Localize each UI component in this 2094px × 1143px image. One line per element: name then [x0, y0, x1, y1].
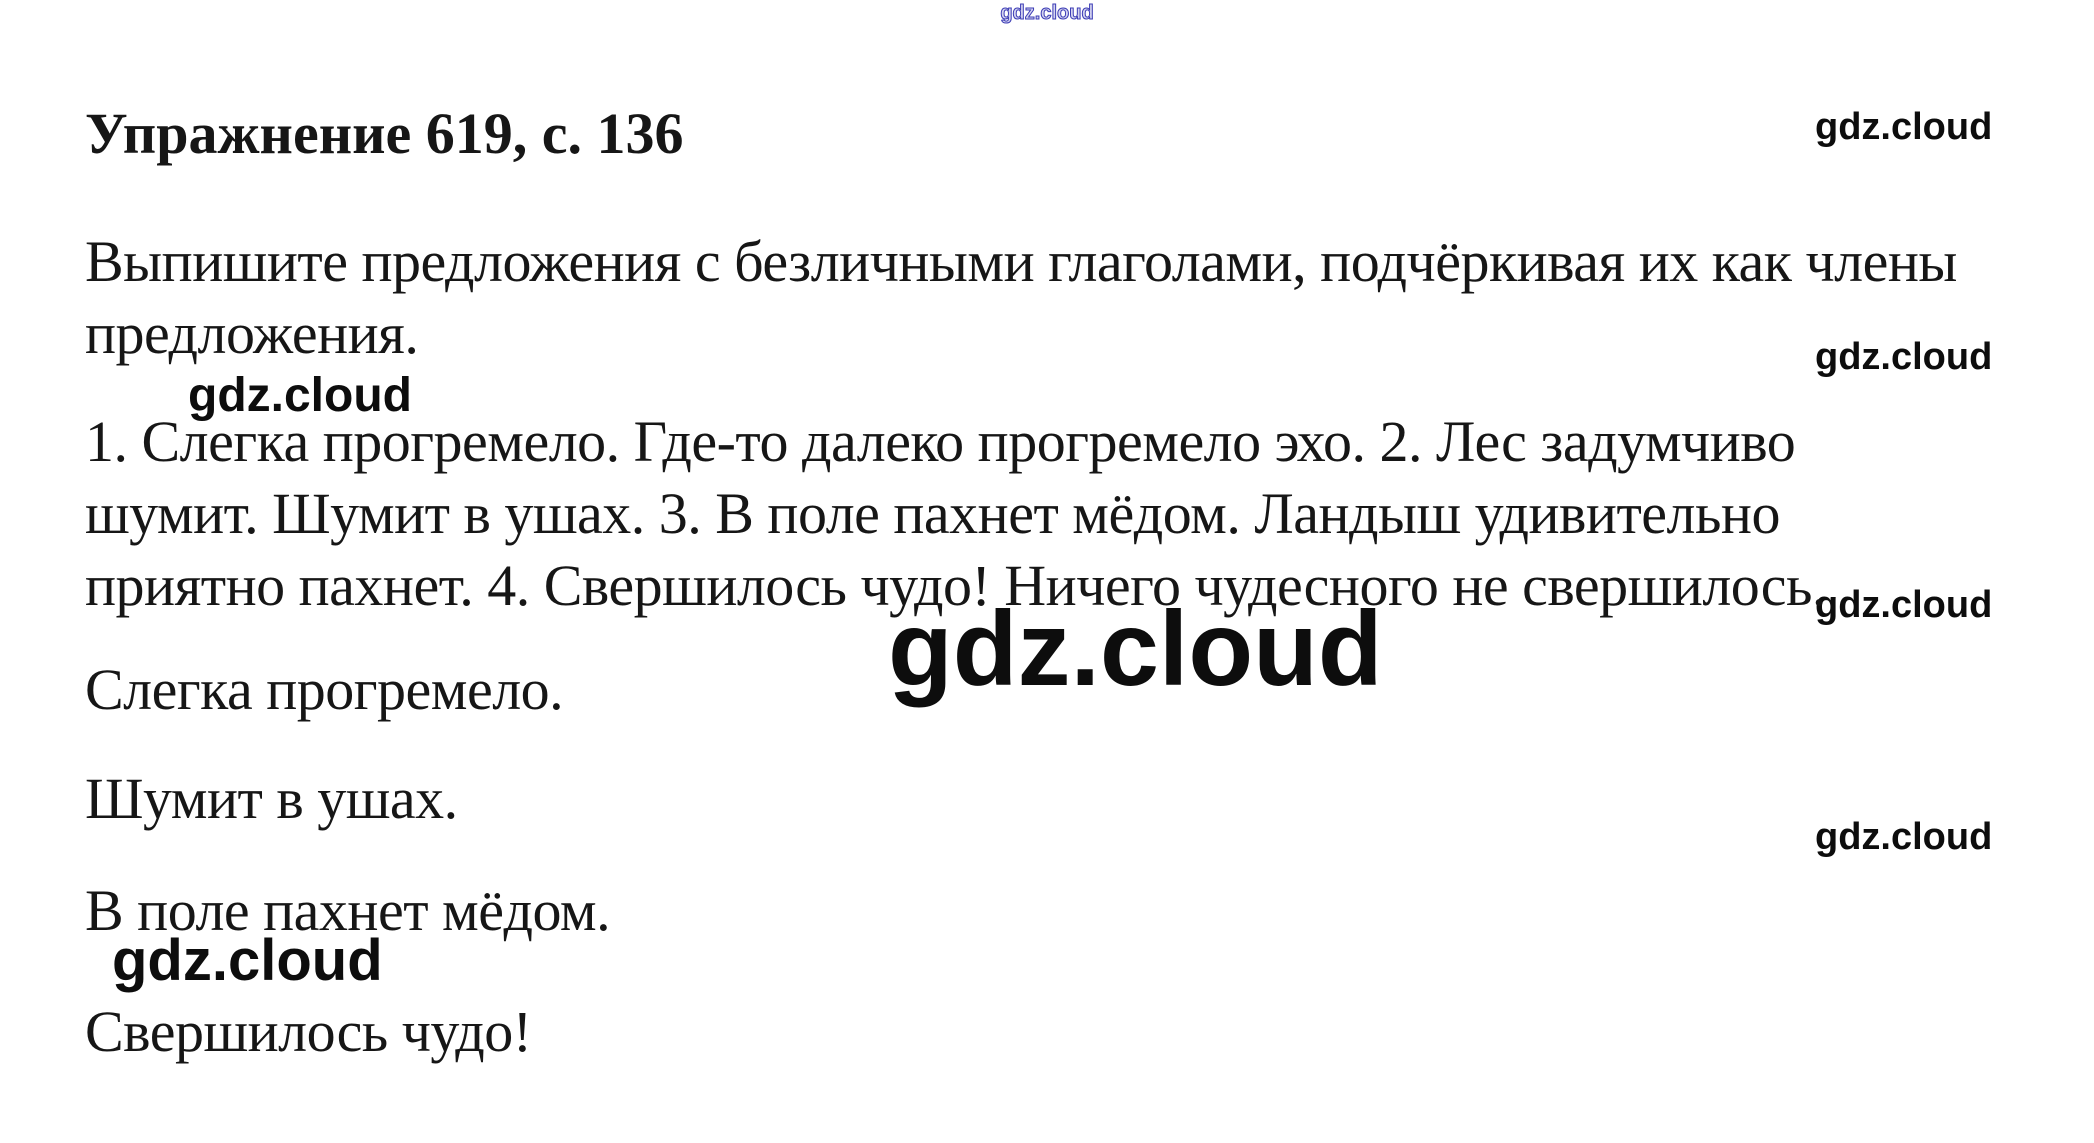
watermark-gdz-top: gdz.cloud — [1000, 2, 1094, 24]
watermark-gdz-left-2: gdz.cloud — [112, 928, 383, 993]
watermark-gdz-left-1: gdz.cloud — [188, 369, 412, 422]
answer-sentence: Свершилось чудо! — [85, 999, 532, 1064]
answer-sentence: В поле пахнет мёдом. — [85, 878, 611, 943]
watermark-gdz-right-1: gdz.cloud — [1815, 106, 1993, 148]
source-line: 1. Слегка прогремело. Где-то далеко прогремело эхо. 2. Лес задумчиво — [85, 409, 1796, 474]
exercise-title: Упражнение 619, с. 136 — [85, 101, 684, 166]
task-line: Выпишите предложения с безличными глаголами, подчёркивая их как члены — [85, 229, 1957, 294]
watermark-gdz-right-2: gdz.cloud — [1815, 336, 1993, 378]
task-statement — [85, 226, 1957, 370]
source-line: приятно пахнет. 4. Свершилось чудо! Ничего чудесного не свершилось. — [85, 553, 1826, 618]
answer-sentence: Шумит в ушах. — [85, 766, 458, 831]
answer-sentence: Слегка прогремело. — [85, 657, 564, 722]
watermark-gdz-right-4: gdz.cloud — [1815, 816, 1993, 858]
source-sentences — [85, 406, 1826, 622]
watermark-gdz-right-3: gdz.cloud — [1815, 584, 1993, 626]
source-line: шумит. Шумит в ушах. 3. В поле пахнет мёдом. Ландыш удивительно — [85, 481, 1780, 546]
watermark-gdz-center: gdz.cloud — [888, 590, 1383, 708]
task-line: предложения. — [85, 301, 419, 366]
